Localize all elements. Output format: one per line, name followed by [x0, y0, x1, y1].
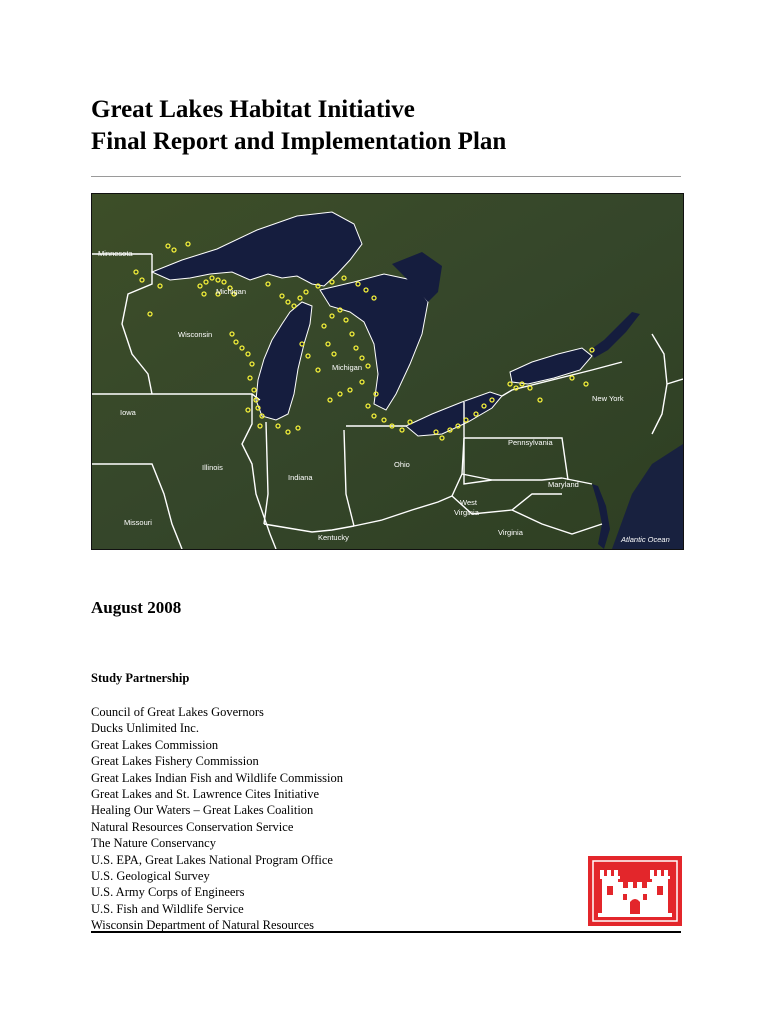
- castle-icon: [588, 856, 682, 926]
- label-atlantic-ocean: Atlantic Ocean: [621, 535, 670, 544]
- report-title: [91, 94, 691, 158]
- partner-item: U.S. Army Corps of Engineers: [91, 885, 245, 900]
- label-illinois: Illinois: [202, 463, 223, 472]
- partner-list: [91, 704, 343, 934]
- label-virginia: Virginia: [498, 528, 523, 537]
- partner-item: Council of Great Lakes Governors: [91, 705, 264, 719]
- label-maryland: Maryland: [548, 480, 579, 489]
- partner-item: Ducks Unlimited Inc.: [91, 721, 199, 736]
- title-line-2: Final Report and Implementation Plan: [91, 128, 507, 155]
- label-wisconsin: Wisconsin: [178, 330, 213, 339]
- partner-item: U.S. EPA, Great Lakes National Program Office: [91, 852, 333, 867]
- title-divider: [91, 176, 681, 177]
- partner-item: U.S. Fish and Wildlife Service: [91, 901, 244, 916]
- label-pennsylvania: Pennsylvania: [508, 438, 553, 447]
- partner-item: Wisconsin Department of Natural Resources: [91, 918, 315, 933]
- great-lakes-map: [91, 193, 684, 550]
- army-corps-logo: [588, 856, 682, 926]
- partner-item: Great Lakes Fishery Commission: [91, 754, 259, 769]
- partner-item: Natural Resources Conservation Service: [91, 819, 294, 834]
- label-michigan-lower: Michigan: [332, 363, 363, 372]
- label-michigan-upper: Michigan: [216, 287, 247, 296]
- partner-item: Great Lakes Commission: [91, 737, 219, 752]
- label-west-virginia-2: Virginia: [454, 508, 479, 517]
- label-ohio: Ohio: [394, 460, 410, 469]
- label-west-virginia-1: West: [460, 498, 477, 507]
- label-minnesota: Minnesota: [98, 249, 133, 258]
- label-iowa: Iowa: [120, 408, 136, 417]
- partner-item: U.S. Geological Survey: [91, 869, 210, 884]
- label-kentucky: Kentucky: [318, 533, 349, 542]
- label-new-york: New York: [592, 394, 624, 403]
- partner-item: Great Lakes and St. Lawrence Cites Initiative: [91, 787, 320, 802]
- study-partnership-heading: Study Partnership: [91, 671, 190, 685]
- partner-item: Healing Our Waters – Great Lakes Coalition: [91, 803, 314, 818]
- partner-item: The Nature Conservancy: [91, 836, 216, 851]
- footer-divider: [91, 931, 681, 933]
- label-indiana: Indiana: [288, 473, 313, 482]
- label-missouri: Missouri: [124, 518, 152, 527]
- title-line-1: Great Lakes Habitat Initiative: [91, 96, 415, 123]
- partner-item: Great Lakes Indian Fish and Wildlife Commission: [91, 770, 344, 785]
- report-date: August 2008: [91, 598, 182, 617]
